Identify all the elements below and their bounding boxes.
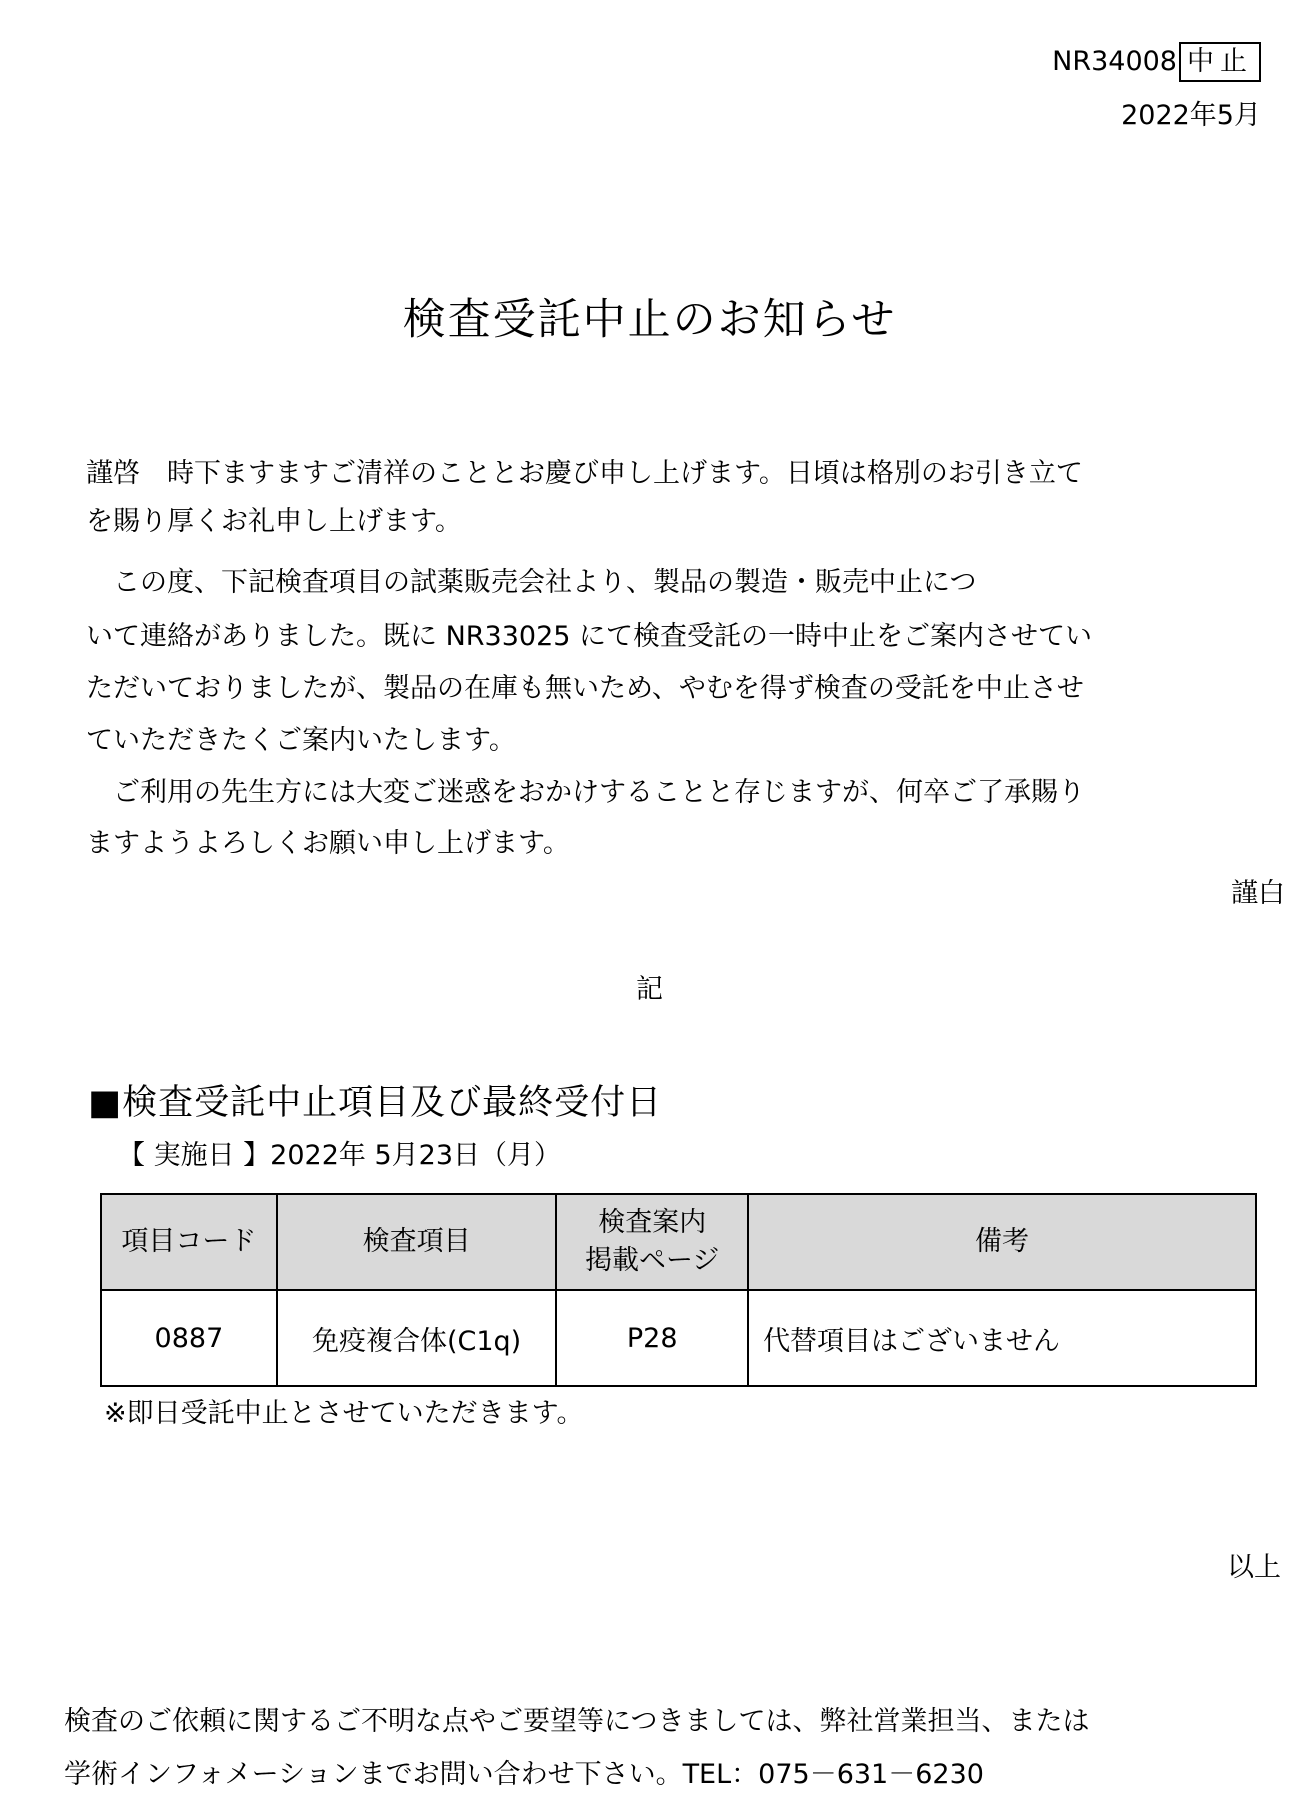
ki-marker: 記 xyxy=(636,974,663,1005)
section-heading: ■検査受託中止項目及び最終受付日 xyxy=(88,1083,663,1123)
body-line-1: 謹啓 時下ますますご清祥のこととお慶び申し上げます。日頃は格別のお引き立て xyxy=(86,458,1083,489)
discontinued-items-table xyxy=(100,1193,1257,1387)
header-item-code: 項目コード xyxy=(101,1194,277,1290)
body-line-7: ご利用の先生方には大変ご迷惑をおかけすることと存じますが、何卒ご了承賜り xyxy=(86,777,1085,808)
document-date: 2022年5月 xyxy=(1121,100,1261,131)
document-number xyxy=(1052,42,1261,82)
body-line-4: いて連絡がありました。既に NR33025 にて検査受託の一時中止をご案内させてい xyxy=(86,621,1093,652)
body-line-2: を賜り厚くお礼申し上げます。 xyxy=(86,506,462,537)
cell-guide-page: P28 xyxy=(556,1290,748,1386)
table-note: ※即日受託中止とさせていただきます。 xyxy=(104,1398,584,1429)
closing-ijo: 以上 xyxy=(1227,1552,1281,1583)
closing-kinpaku: 謹白 xyxy=(1231,878,1285,909)
body-line-5: ただいておりましたが、製品の在庫も無いため、やむを得ず検査の受託を中止させ xyxy=(86,673,1084,704)
table-row xyxy=(101,1290,1256,1386)
page-title: 検査受託中止のお知らせ xyxy=(402,295,897,345)
implementation-date: 【 実施日 】2022年 5月23日（月） xyxy=(118,1140,561,1171)
header-remarks: 備考 xyxy=(748,1194,1256,1290)
document-number-text: NR34008 xyxy=(1052,46,1177,77)
footer-line-2: 学術インフォメーションまでお問い合わせ下さい。TEL：075－631－6230 xyxy=(64,1759,984,1790)
body-line-6: ていただきたくご案内いたします。 xyxy=(86,725,516,756)
body-line-8: ますようよろしくお願い申し上げます。 xyxy=(86,828,570,859)
discontinued-stamp: 中止 xyxy=(1179,42,1261,82)
table-header-row xyxy=(101,1194,1256,1290)
header-guide-page-line2: 掲載ページ xyxy=(584,1245,720,1276)
footer-line-1: 検査のご依頼に関するご不明な点やご要望等につきましては、弊社営業担当、または xyxy=(64,1706,1090,1737)
cell-item-code: 0887 xyxy=(101,1290,277,1386)
cell-remarks: 代替項目はございません xyxy=(748,1290,1256,1386)
discontinued-items-table-wrap xyxy=(100,1193,1257,1387)
header-guide-page xyxy=(556,1194,748,1290)
header-guide-page-line1: 検査案内 xyxy=(598,1207,707,1238)
body-line-3: この度、下記検査項目の試薬販売会社より、製品の製造・販売中止につ xyxy=(86,567,977,598)
header-test-item: 検査項目 xyxy=(277,1194,557,1290)
cell-test-item: 免疫複合体(C1q) xyxy=(277,1290,557,1386)
